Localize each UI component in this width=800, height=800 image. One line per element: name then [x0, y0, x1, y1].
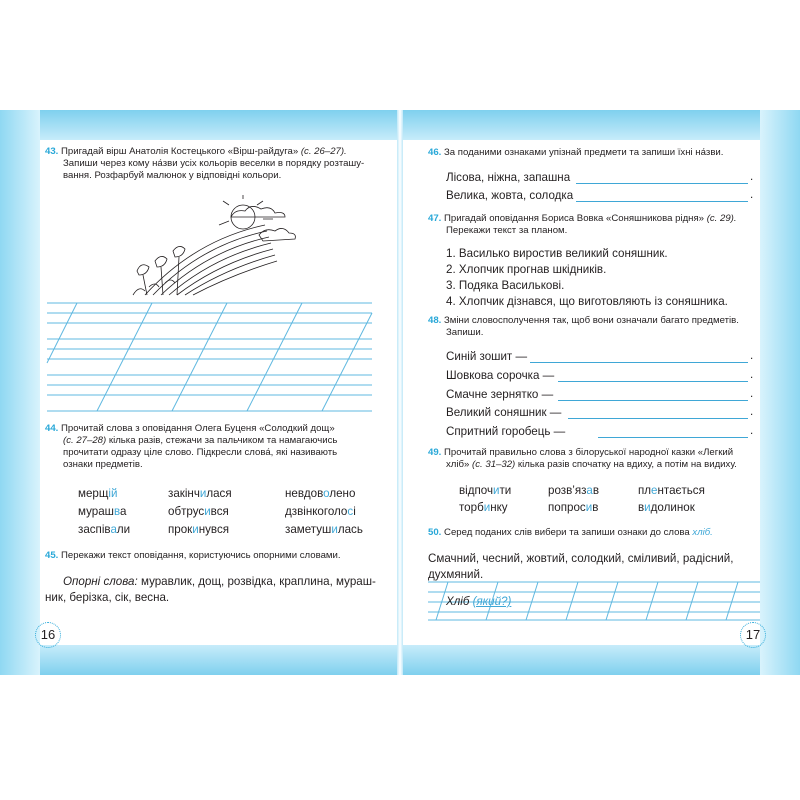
answer-line[interactable]	[558, 381, 748, 382]
word-cell: заметушилась	[285, 523, 363, 536]
exercise-44-line-1: 44. Прочитай слова з оповідання Олега Буценя «Солодкий дощ»	[45, 423, 335, 434]
word-cell: розв’язав	[548, 484, 600, 497]
answer-line[interactable]	[576, 201, 748, 202]
word-cell: відпочити	[459, 484, 512, 497]
exercise-47-line-1: 47. Пригадай оповідання Бориса Вовка «Соняшникова рідня» (с. 29).	[428, 213, 737, 224]
answer-line-label: Лісова, ніжна, запашна	[446, 171, 571, 184]
sample-answer: Хліб (який?)	[446, 595, 512, 608]
exercise-43-line-2: Запиши через кому на́зви усіх кольорів веселки в порядку розташу-	[63, 158, 365, 169]
word-cell: закінчилася	[168, 487, 232, 500]
exercise-44-line-3: прочитати одразу ціле слово. Підкресли слова́, які називають	[63, 447, 338, 458]
exercise-45-keywords-1: Опорні слова: муравлик, дощ, розвідка, краплина, мураш-	[63, 575, 376, 588]
answer-line[interactable]	[568, 418, 748, 419]
line-end-dot: .	[750, 170, 754, 183]
exercise-50-words-2: духмяний.	[428, 568, 484, 581]
exercise-45-line-1: 45. Перекажи текст оповідання, користуючись опорними словами.	[45, 550, 341, 561]
answer-line[interactable]	[576, 183, 748, 184]
right-edge-band	[760, 110, 800, 675]
line-end-dot: .	[750, 387, 754, 400]
plan-item: 1. Василько виростив великий соняшник.	[446, 247, 668, 260]
bottom-band-right	[403, 645, 800, 675]
exercise-50-line-1: 50. Серед поданих слів вибери та запиши ознаки до слова хліб.	[428, 527, 713, 538]
phrase-label: Великий соняшник —	[446, 406, 562, 419]
page-number-right: 17	[740, 622, 766, 648]
phrase-label: Шовкова сорочка —	[446, 369, 555, 382]
answer-line-label: Велика, жовта, солодка	[446, 189, 574, 202]
word-cell: плентається	[638, 484, 705, 497]
line-end-dot: .	[750, 368, 754, 381]
word-cell: дзвінкоголосі	[285, 505, 356, 518]
top-band-right	[403, 110, 800, 140]
bottom-band-left	[0, 645, 397, 675]
line-end-dot: .	[750, 188, 754, 201]
word-cell: обтрусився	[168, 505, 229, 518]
page-number-left: 16	[35, 622, 61, 648]
exercise-50-words-1: Смачний, чесний, жовтий, солодкий, сміливий, радісний,	[428, 552, 734, 565]
line-end-dot: .	[750, 405, 754, 418]
line-end-dot: .	[750, 349, 754, 362]
line-end-dot: .	[750, 424, 754, 437]
top-band-left	[0, 110, 397, 140]
plan-item: 3. Подяка Васильковi.	[446, 279, 565, 292]
word-cell: мерщій	[78, 487, 118, 500]
word-cell: торбинку	[459, 501, 508, 514]
word-cell: видолинок	[638, 501, 695, 514]
rainbow-illustration	[125, 195, 305, 300]
plan-item: 4. Хлопчик дізнався, що виготовляють із соняшника.	[446, 295, 728, 308]
phrase-label: Смачне зернятко —	[446, 388, 554, 401]
answer-line[interactable]	[530, 362, 748, 363]
word-cell: попросив	[548, 501, 599, 514]
exercise-47-line-2: Перекажи текст за планом.	[446, 225, 568, 236]
book-gutter	[397, 110, 403, 675]
exercise-49-line-1: 49. Прочитай правильно слова з білоруської народної казки «Легкий	[428, 447, 734, 458]
word-cell: заспівали	[78, 523, 131, 536]
word-cell: мурашва	[78, 505, 127, 518]
writing-grid	[47, 303, 372, 415]
exercise-43-line-3: вання. Розфарбуй малюнок у відповідні кольори.	[63, 170, 282, 181]
exercise-44-line-4: ознаки предметів.	[63, 459, 143, 470]
phrase-label: Спритний горобець —	[446, 425, 566, 438]
plan-item: 2. Хлопчик прогнав шкідників.	[446, 263, 607, 276]
left-edge-band	[0, 110, 40, 675]
exercise-45-keywords-2: ник, берізка, сік, весна.	[45, 591, 170, 604]
answer-line[interactable]	[598, 437, 748, 438]
exercise-49-line-2: хліб» (с. 31–32) кілька разів спочатку на вдиху, а потім на видиху.	[446, 459, 737, 470]
exercise-43-line-1: 43. Пригадай вірш Анатолія Костецького «Вірш-райдуга» (с. 26–27).	[45, 146, 347, 157]
word-cell: невдоволено	[285, 487, 356, 500]
word-cell: прокинувся	[168, 523, 230, 536]
phrase-label: Синій зошит —	[446, 350, 528, 363]
exercise-48-line-1: 48. Зміни словосполучення так, щоб вони означали багато предметів.	[428, 315, 739, 326]
exercise-48-line-2: Запиши.	[446, 327, 484, 338]
exercise-46-line-1: 46. За поданими ознаками упізнай предмети та запиши їхні на́зви.	[428, 147, 724, 158]
exercise-44-line-2: (с. 27–28) кілька разів, стежачи за пальчиком та намагаючись	[63, 435, 338, 446]
answer-line[interactable]	[558, 400, 748, 401]
